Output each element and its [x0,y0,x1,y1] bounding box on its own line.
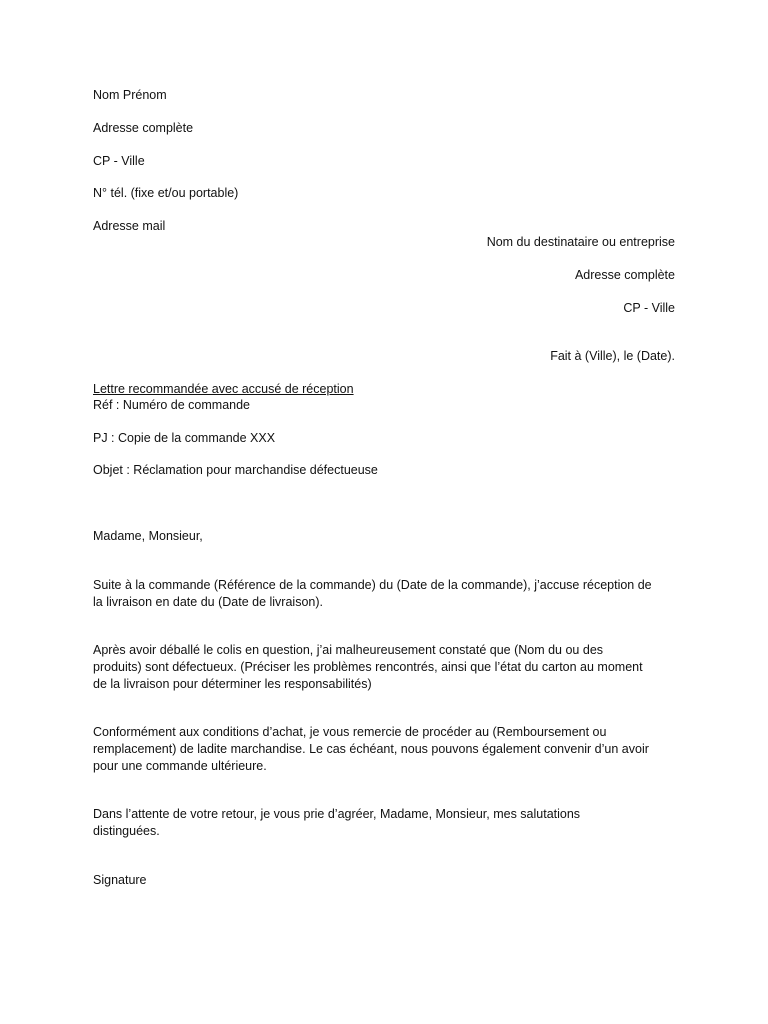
paragraph-line: Suite à la commande (Référence de la commande) du (Date de la commande), j’accuse réception de [93,578,652,592]
paragraph-line: pour une commande ultérieure. [93,759,267,773]
paragraph-line: Après avoir déballé le colis en question, j’ai malheureusement constaté que (Nom du ou des [93,643,604,657]
body-paragraph-1 [93,577,677,611]
body-paragraph-3 [93,724,677,775]
reference-line: Réf : Numéro de commande [93,398,251,412]
sender-phone: N° tél. (fixe et/ou portable) [93,186,239,200]
sender-city: CP - Ville [93,154,145,168]
subject-line: Objet : Réclamation pour marchandise défectueuse [93,463,378,477]
paragraph-line: produits) sont défectueux. (Préciser les problèmes rencontrés, ainsi que l’état du carton au moment [93,660,643,674]
body-paragraph-4 [93,806,677,840]
sender-name: Nom Prénom [93,88,167,102]
paragraph-line: Dans l’attente de votre retour, je vous prie d’agréer, Madame, Monsieur, mes salutations [93,807,581,821]
paragraph-line: la livraison en date du (Date de livraison). [93,595,323,609]
sender-address: Adresse complète [93,121,194,135]
salutation: Madame, Monsieur, [93,529,203,543]
recipient-city: CP - Ville [623,301,675,315]
recipient-address: Adresse complète [574,268,675,282]
paragraph-line: de la livraison pour déterminer les responsabilités) [93,677,372,691]
body-paragraph-2 [93,642,677,693]
place-date: Fait à (Ville), le (Date). [550,349,675,363]
sender-email: Adresse mail [93,219,166,233]
paragraph-line: Conformément aux conditions d’achat, je vous remercie de procéder au (Remboursement ou [93,725,607,739]
recipient-name: Nom du destinataire ou entreprise [486,235,675,249]
registered-letter-heading: Lettre recommandée avec accusé de réception [93,382,354,396]
paragraph-line: remplacement) de ladite marchandise. Le cas échéant, nous pouvons également convenir d’un avoir [93,742,649,756]
signature-label: Signature [93,873,147,887]
attachment-line: PJ : Copie de la commande XXX [93,431,276,445]
paragraph-line: distinguées. [93,824,160,838]
